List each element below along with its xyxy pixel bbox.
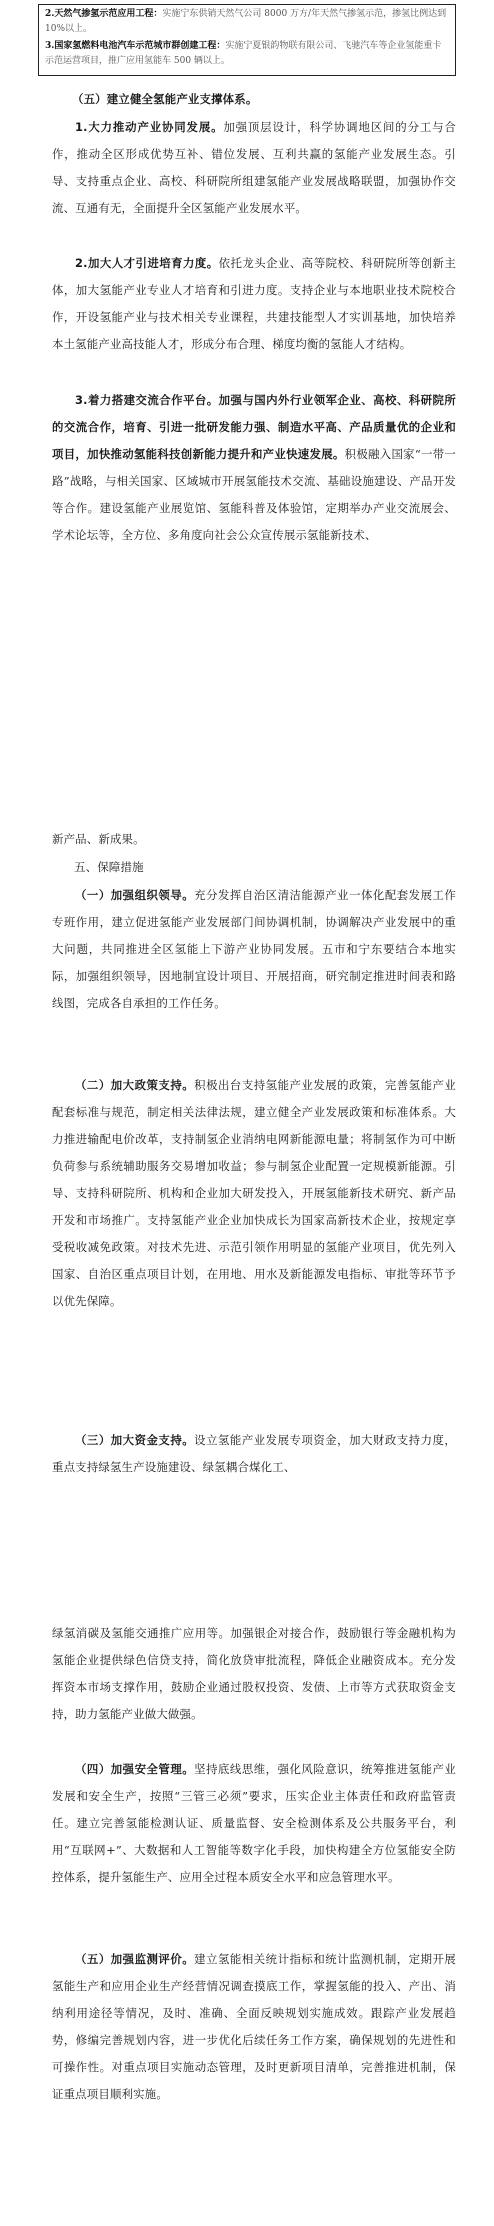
- paragraph-body: 积极出台支持氢能产业发展的政策，完善氢能产业配套标准与规范，制定相关法律法规，建立健全产业发展政策和标准体系。大力推进输配电价改革，支持制氢企业消纳电网新能源电量；将制氢作为可中断负荷参与系统辅助服务交易增加收益；参与制氢企业配置一定规模新能源。引导、支持科研院所、机构和企业加大研发投入，开展氢能新技术研究、新产品开发和市场推广。支持氢能产业企业加快成长为国家高新技术企业，按规定享受税收减免政策。对技术先进、示范引领作用明显的氢能产业项目，优先列入国家、自治区重点项目计划，在用地、用水及新能源发电指标、审批等环节予以优先保障。: [52, 1078, 456, 1308]
- paragraph-body: 坚持底线思维，强化风险意识，统筹推进氢能产业发展和安全生产，按照“三管三必须”要求，压实企业主体责任和政府监管责任。建立完善氢能检测认证、质量监督、安全检测体系及公共服务平台，利用“互联网+”、大数据和人工智能等数字化手段，加快构建全方位氢能安全防控体系，提升氢能生产、应用全过程本质安全水平和应急管理水平。: [52, 1762, 456, 1884]
- paragraph-body: 积极融入国家“一带一路”战略，与相关国家、区域城市开展氢能技术交流、基础设施建设、产品开发等合作。建设氢能产业展览馆、氢能科普及体验馆，定期举办产业交流展会、学术论坛等，全方位、多角度向社会公众宣传展示氢能新技术、: [52, 447, 456, 542]
- paragraph-lead: （二）加大政策支持。: [75, 1078, 195, 1092]
- paragraph-organization: [52, 882, 456, 1017]
- paragraph-lead: 3.着力搭建交流合作平台。: [75, 393, 219, 407]
- paragraph-body: 充分发挥自治区清洁能源产业一体化配套发展工作专班作用，建立促进氢能产业发展部门间协调机制，协调解决产业发展中的重大问题，共同推进全区氢能上下游产业协同发展。五市和宁东要结合本地实际，加强组织领导，因地制宜设计项目、开展招商，研究制定推进时间表和路线图，完成各自承担的工作任务。: [52, 888, 456, 1010]
- project-row-3: [45, 39, 449, 69]
- paragraph-industry-synergy: [52, 114, 456, 222]
- project-2-desc: 实施宁东供销天然气公司 8000 万方/年天然气掺氢示范，掺氢比例达到 10%以上。: [45, 9, 447, 34]
- paragraph-talent: [52, 250, 456, 358]
- section-heading-support-system: （五）建立健全氢能产业支撑体系。: [72, 92, 258, 106]
- paragraph-body: 加强顶层设计，科学协调地区间的分工与合作，推动全区形成优势互补、错位发展、互利共赢的氢能产业发展生态。引导、支持重点企业、高校、科研院所组建氢能产业发展战略联盟，加强协作交流、互通有无，全面提升全区氢能产业发展水平。: [52, 120, 456, 215]
- paragraph-funding-support: [52, 1427, 456, 1481]
- paragraph-continuation: 新产品、新成果。: [52, 832, 145, 846]
- paragraph-body: 设立氢能产业发展专项资金，加大财政支持力度，重点支持绿氢生产设施建设、绿氢耦合煤化工、: [52, 1433, 456, 1474]
- paragraph-lead: （五）加强监测评价。: [75, 1952, 195, 1966]
- project-3-desc: 实施宁夏银韵物联有限公司、飞驰汽车等企业氢能重卡示范运营项目，推广应用氢能车 500 辆以上。: [45, 41, 442, 66]
- section-heading-safeguards: 五、保障措施: [74, 860, 144, 874]
- paragraph-emphasis: 加强与国内外行业领军企业、高校、科研院所的交流合作，培育、引进一批研发能力强、制造水平高、产品质量优的企业和项目，加快推动氢能科技创新能力提升和产业快速发展。: [52, 393, 456, 461]
- paragraph-body: 依托龙头企业、高等院校、科研院所等创新主体，加大氢能产业专业人才培育和引进力度。支持企业与本地职业技术院校合作，开设氢能产业与技术相关专业课程，共建技能型人才实训基地，加快培养本土氢能产业高技能人才，形成分布合理、梯度均衡的氢能人才结构。: [52, 256, 456, 351]
- project-3-title: 3.国家氢燃料电池汽车示范城市群创建工程：: [45, 41, 226, 51]
- key-projects-box: [38, 4, 456, 76]
- paragraph-lead: （四）加强安全管理。: [75, 1762, 195, 1776]
- project-2-title: 2.天然气掺氢示范应用工程：: [45, 9, 163, 19]
- paragraph-policy-support: [52, 1072, 456, 1315]
- paragraph-cooperation-platform: [52, 387, 456, 549]
- paragraph-lead: 2.加大人才引进培育力度。: [75, 256, 219, 270]
- paragraph-body: 建立氢能相关统计指标和统计监测机制，定期开展氢能生产和应用企业生产经营情况调查摸底工作，掌握氢能的投入、产出、消纳利用途径等情况，及时、准确、全面反映规划实施成效。跟踪产业发展趋势，修编完善规划内容，进一步优化后续任务工作方案，确保规划的先进性和可操作性。对重点项目实施动态管理，及时更新项目清单，完善推进机制，保证重点项目顺利实施。: [52, 1952, 456, 2101]
- paragraph-monitoring-evaluation: [52, 1946, 456, 2108]
- project-row-2: [45, 7, 449, 37]
- paragraph-funding-continuation: 绿氢消碳及氢能交通推广应用等。加强银企对接合作，鼓励银行等金融机构为氢能企业提供绿色信贷支持，简化放贷审批流程，降低企业融资成本。充分发挥资本市场支撑作用，鼓励企业通过股权投资、发债、上市等方式获取资金支持，助力氢能产业做大做强。: [52, 1626, 456, 1721]
- paragraph-safety-management: [52, 1756, 456, 1891]
- paragraph-lead: 1.大力推动产业协同发展。: [75, 120, 224, 134]
- paragraph-lead: （三）加大资金支持。: [75, 1433, 195, 1447]
- paragraph-lead: （一）加强组织领导。: [75, 888, 195, 902]
